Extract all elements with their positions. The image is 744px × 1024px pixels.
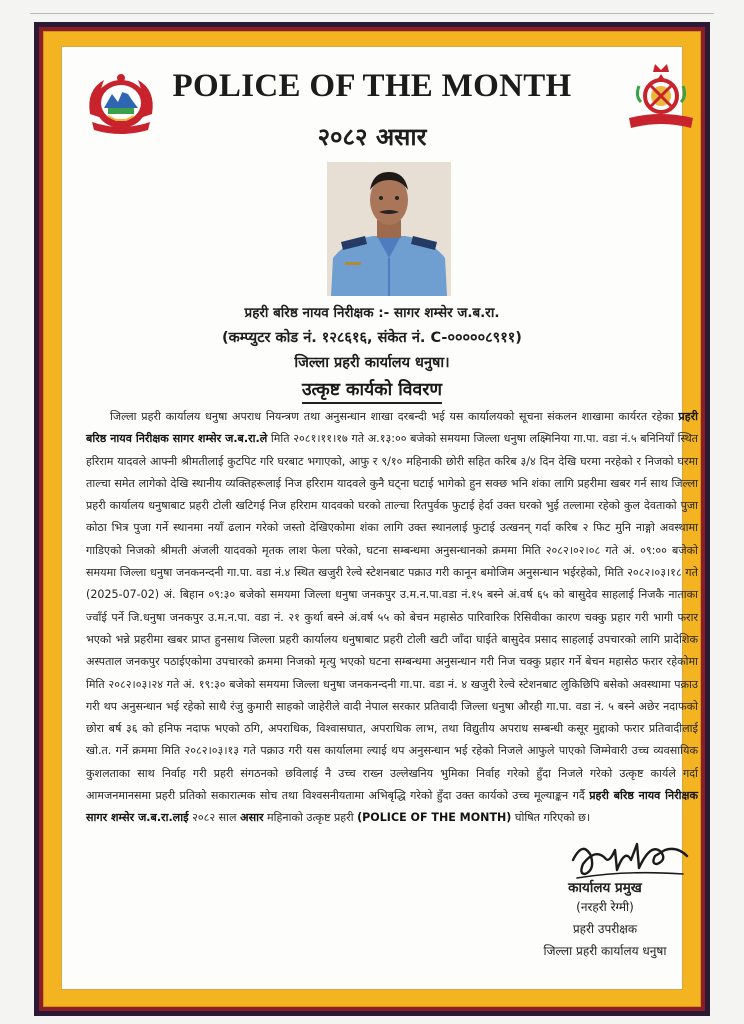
body-bold-officer-1: प्रहरी बरिष्ठ नायव निरीक्षक सागर शम्सेर ज.ब.रा.ले bbox=[86, 410, 699, 446]
signoff-rank: प्रहरी उपरीक्षक bbox=[572, 922, 638, 936]
section-heading bbox=[0, 377, 744, 401]
body-bold-officer-2: प्रहरी बरिष्ठ नायव निरीक्षक सागर शम्सेर ज.ब.रा.लाई bbox=[86, 789, 698, 825]
signoff-office: जिल्ला प्रहरी कार्यालय धनुषा bbox=[543, 944, 667, 958]
page-title: POLICE OF THE MONTH bbox=[172, 68, 572, 104]
body-text-part-4: महिनाको उत्कृष्ट प्रहरी bbox=[267, 811, 354, 825]
description-paragraph bbox=[86, 406, 698, 830]
signoff-name: (नरहरी रेग्मी) bbox=[576, 900, 634, 914]
page-subtitle: २०८२ असार bbox=[317, 123, 427, 151]
signoff-block bbox=[510, 878, 700, 962]
top-rule bbox=[30, 13, 714, 14]
officer-office: जिल्ला प्रहरी कार्यालय धनुषा। bbox=[294, 355, 450, 371]
body-bold-award: (POLICE OF THE MONTH) bbox=[357, 811, 512, 825]
body-text-part-1: जिल्ला प्रहरी कार्यालय धनुषा अपराध नियन्त्रण तथा अनुसन्धान शाखा दरबन्दी भई यस कार्यालयको सूचना संकलन शाखामा कार्यरत रहेका bbox=[110, 410, 674, 423]
body-text-part-2: मिति २०८१।११।१७ गते अ.१३:०० बजेको समयमा जिल्ला धनुषा लक्ष्मिनिया गा.पा. वडा नं.५ बनिनियाँ स्थित हरिराम यादवले आफ्नी श्रीमतीलाई कुटपिट गरि घरबाट भगाएको, आफु र ९/१० महिनाकी छोरी सहित करिब ३/४ दिन देखि घरमा नरहेको र निजको घरमा ताल्चा समेत लागेको देखि स्थानीय व्यक्तिहरूलाई निज हरिराम यादवले कुनै घट्ना घटाई भागेको हुन सक्छ भनि शंका लागि प्रहरीमा खबर गर्न साथ जिल्ला प्रहरी कार्यालय धनुषाबाट प्रहरी टोली खटिगई निज हरिराम यादवको घरको ताल्चा रितपुर्वक फुटाई हेर्दा उक्त घरको भुई तल्लामा रहेको कुल देवताको पुजा कोठा भित्र पुजा गर्ने स्थानमा नयाँ ढलान गरेको जस्तो देखिएकोमा शंका लागि उक्त स्थानलाई फुटाई उत्खनन् गर्दा करिब २ फिट मुनि नाङ्गो अवस्थामा गाडिएको निजको श्रीमती अंजली यादवको मृतक लाश फेला परेको, घटना सम्बन्धमा अनुसन्धानको क्रममा मिति २०८२।०२।०८ गते अं. ०९:०० बजेको समयमा जिल्ला धनुषा जनकनन्दनी गा.पा. वडा नं.४ स्थित खजुरी रेल्वे स्टेशनबाट पक्राउ गरी कानून बमोजिम अनुसन्धान भईरहेको, मिति २०८२।०३।१८ गते (2025-07-02) अं. बिहान ०९:३० बजेको समयमा जिल्ला धनुषा जनकपुर उ.म.न.पा.वडा नं.१५ बस्ने अं.वर्ष ६५ को बासुदेव साहलाई निजकै नाताका ज्वाँई पर्ने जि.धनुषा जनकपुर उ.म.न.पा. वडा नं. २१ कुर्था बस्ने अं.वर्ष ५५ को बेचन महासेठ पारिवारिक रिसिवीका कारण चक्कु प्रहार गरी भागी फरार भएको भन्ने प्रहरीमा खबर प्राप्त हुनसाथ जिल्ला प्रहरी कार्यालय धनुषाबाट प्रहरी टोली खटी जाँदा घाईते बासुदेव प्रसाद साहलाई उपचारको लागि प्रादेशिक अस्पताल जनकपुर पठाईएकोमा उपचारको क्रममा निजको मृत्यु भएको घटना सम्बन्धमा अनुसन्धान गरी निज चक्कु प्रहार गर्ने बेचन महासेठ फरार रहेकोमा मिति २०८२।०३।२४ गते अं. १९:३० बजेको समयमा जिल्ला धनुषा जनकनन्दनी गा.पा. वडा नं. ४ खजुरी रेल्वे स्टेशनबाट लुकिछिपि बसेको अवस्थामा पक्राउ गरी थप अनुसन्धान भई रहेको साथै रंजु कुमारी साहको जाहेरीले वादी नेपाल सरकार प्रतिवादी जिल्ला धनुषा औरही गा.पा. वडा नं. ५ बस्ने अछेर नदाफको छोरा बर्ष ३६ को हनिफ नदाफ भएको ठगि, अपराधिक, विश्वासघात, अपराधिक लाभ, तथा विद्युतीय अपराध सम्बन्धी कसूर मुद्दाको फरार प्रतिवादीलाई खो.त. गर्ने क्रममा मिति २०८२।०३।१३ गते पक्राउ गरी यस कार्यालमा ल्याई थप अनुसन्धान भई रहेको निजले आफुले पाएको जिम्मेवारी उच्च व्यवसायिक कुशलताका साथ निर्वाह गरी प्रहरी संगठनको छविलाई नै उच्च राख्न उल्लेखनिय भुमिका निर्वाह गरेको हुँदा निजले गरेको उत्कृष्ट कार्यले गर्दा आमजनमानसमा प्रहरी प्रतिको सकारात्मक सोच तथा विश्वसनीयतामा अभिबृद्धि गरेको हुँदा उक्त कार्यको उच्च मूल्याङ्कन गर्दै bbox=[86, 432, 699, 803]
signoff-role: कार्यालय प्रमुख bbox=[568, 880, 642, 896]
body-text-part-5: घोषित गरिएको छ। bbox=[514, 811, 591, 825]
officer-code: (कम्प्युटर कोड नं. १२८६१६, संकेत नं. C-०००००८९११) bbox=[222, 330, 522, 346]
officer-photo bbox=[327, 162, 451, 296]
body-text-part-3: २०८२ साल bbox=[192, 811, 237, 825]
officer-signature bbox=[565, 830, 695, 885]
body-bold-month: असार bbox=[240, 811, 264, 825]
officer-name: प्रहरी बरिष्ठ नायव निरीक्षक :- सागर शम्सेर ज.ब.रा. bbox=[244, 305, 500, 321]
section-heading-text: उत्कृष्ट कार्यको विवरण bbox=[302, 380, 442, 404]
